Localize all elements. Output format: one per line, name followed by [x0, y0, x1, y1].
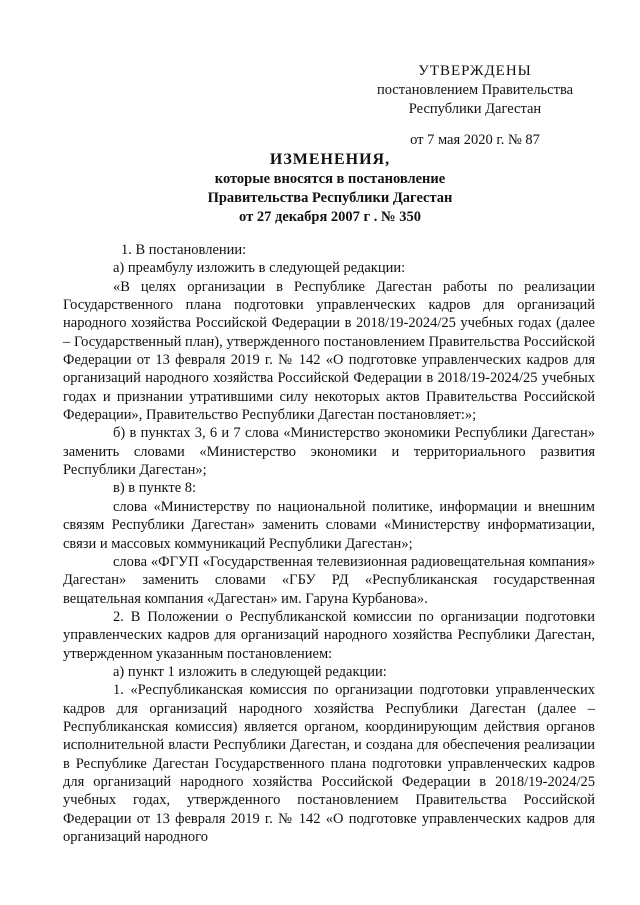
document-heading: [130, 150, 530, 227]
paragraph-6: слова «Министерству по национальной политике, информации и внешним связям Республики Дагестан» заменить словами «Министерству информатизации, связи и массовых коммуникаций Республики Дагестан»;: [63, 498, 595, 552]
approval-date: от 7 мая 2020 г. № 87: [410, 132, 540, 148]
paragraph-1: 1. В постановлении:: [121, 242, 247, 258]
paragraph-7: слова «ФГУП «Государственная телевизионная радиовещательная компания» Дагестан» заменить словами «ГБУ РД «Республиканская государственная вещательная компания «Дагестан» им. Гаруна Курбанова».: [63, 553, 595, 607]
paragraph-8: 2. В Положении о Республиканской комиссии по организации подготовки управленческих кадров для организаций народного хозяйства Республики Дагестан, утвержденном указанным постановлением:: [63, 608, 595, 662]
paragraph-4: б) в пунктах 3, 6 и 7 слова «Министерство экономики Республики Дагестан» заменить словами «Министерство экономики и территориального развития Республики Дагестан»;: [63, 425, 595, 479]
approval-title: УТВЕРЖДЕНЫ: [418, 63, 532, 79]
approval-stamp: [360, 62, 590, 150]
paragraph-2: а) преамбулу изложить в следующей редакции:: [113, 260, 406, 277]
paragraph-9: а) пункт 1 изложить в следующей редакции:: [113, 663, 387, 680]
heading-line-1: которые вносятся в постановление: [214, 171, 446, 187]
paragraph-3: «В целях организации в Республике Дагестан работы по реализации Государственного плана подготовки управленческих кадров для организаций народного хозяйства Российской Федерации в 2018/19-2024/25 учебных годах (далее – Государственный план), утвержденного постановлением Правительства Российской Федерации от 13 февраля 2019 г. № 142 «О подготовке управленческих кадров для организаций народного хозяйства Российской Федерации в 2018/19-2024/25 учебных годах и признании утратившими силу некоторых актов Правительства Российской Федерации», Правительство Республики Дагестан постановляет:»;: [63, 278, 595, 424]
heading-line-2: Правительства Республики Дагестан: [207, 190, 453, 206]
heading-line-3: от 27 декабря 2007 г . № 350: [239, 209, 421, 225]
heading-title: ИЗМЕНЕНИЯ,: [269, 151, 391, 168]
paragraph-10: 1. «Республиканская комиссия по организации подготовки управленческих кадров для организаций народного хозяйства Республики Дагестан (далее – Республиканская комиссия) является органом, координирующим действия органов исполнительной власти Республики Дагестан, и создана для обеспечения реализации в Республике Дагестан Государственного плана подготовки управленческих кадров для организаций народного хозяйства Российской Федерации в 2018/19-2024/25 учебных годах, утвержденного постановлением Правительства Российской Федерации от 13 февраля 2019 г. № 142 «О подготовке управленческих кадров для организаций народного: [63, 682, 595, 845]
paragraph-5: в) в пункте 8:: [113, 480, 197, 497]
approval-line-2: Республики Дагестан: [408, 101, 542, 117]
approval-line-1: постановлением Правительства: [376, 82, 574, 98]
document-body: [63, 241, 595, 846]
